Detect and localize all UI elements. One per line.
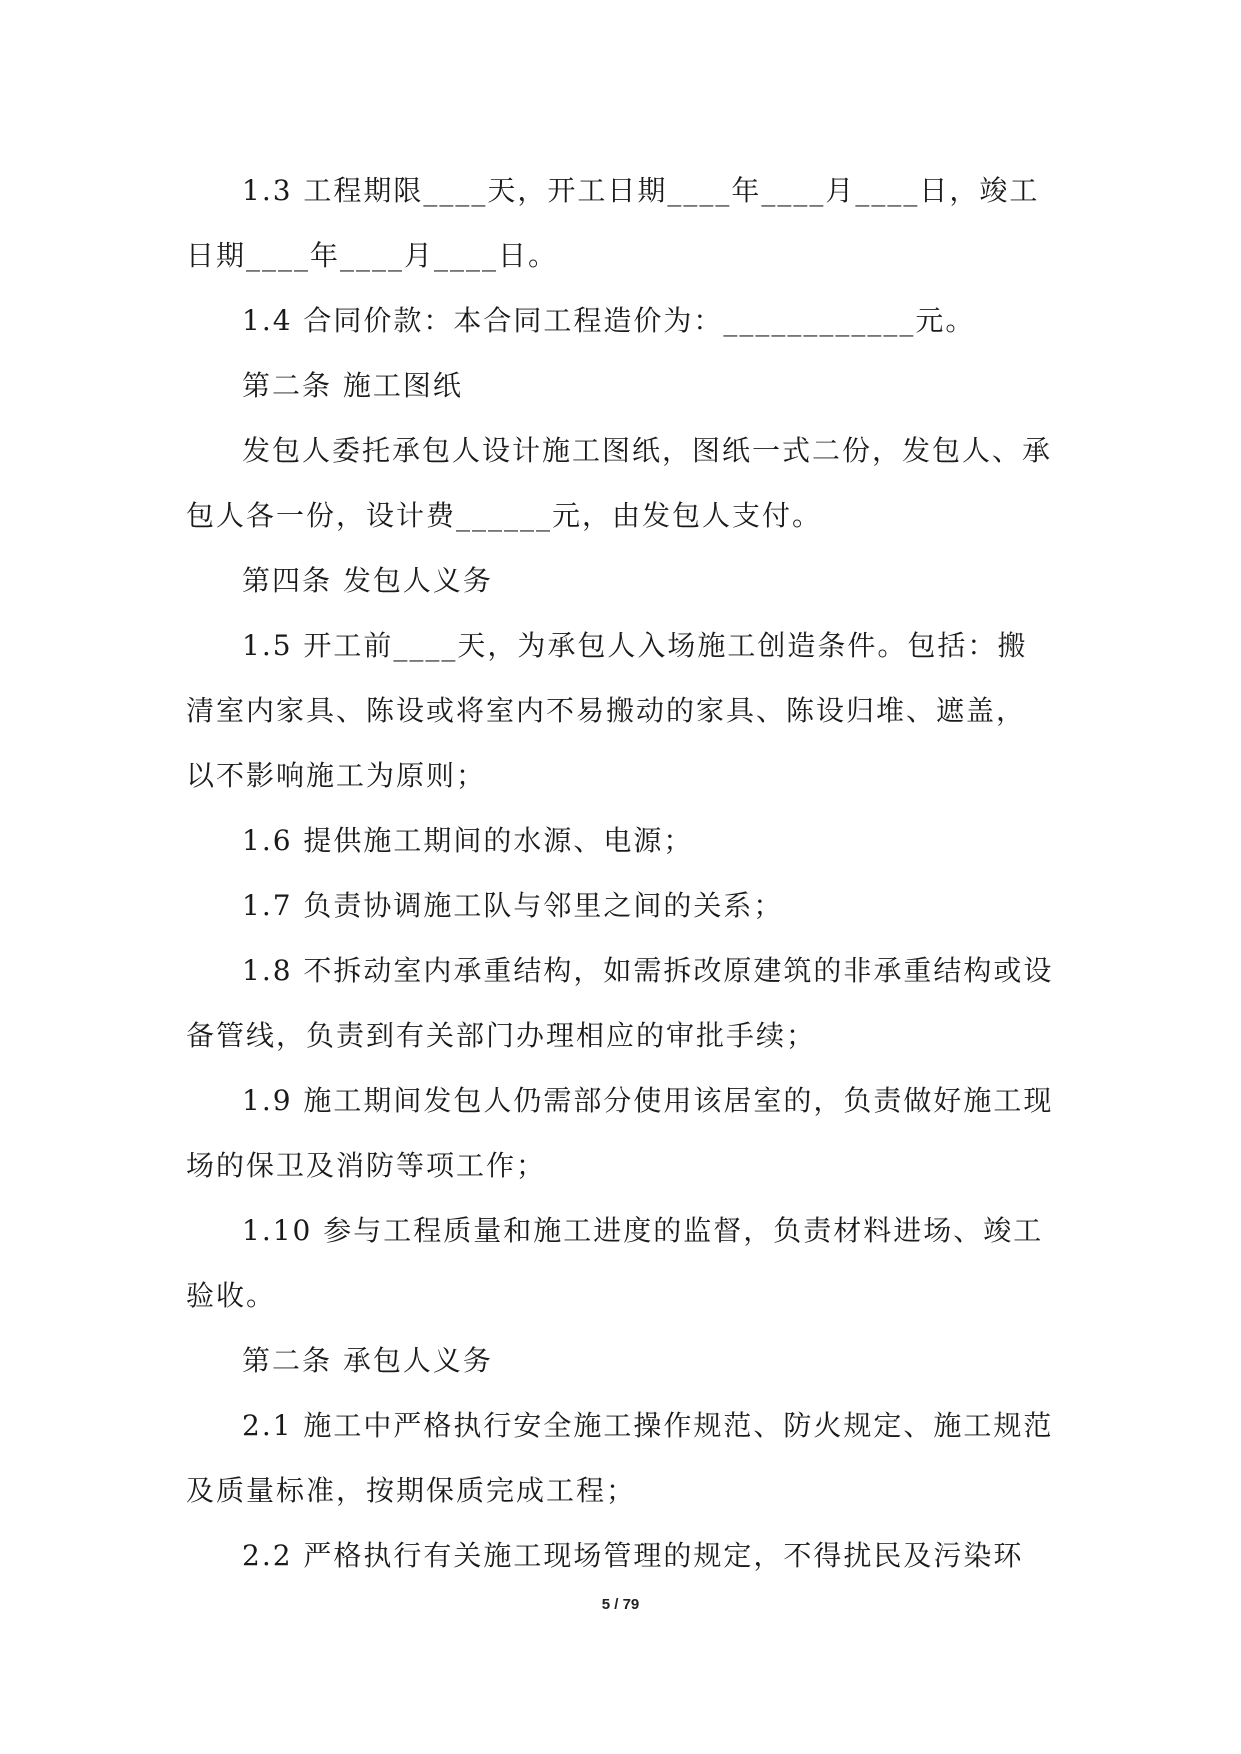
- paragraph-1-9-security: 1.9 施工期间发包人仍需部分使用该居室的，负责做好施工现场的保卫及消防等项工作；: [186, 1084, 1054, 1182]
- paragraph-1-3-duration: 1.3 工程期限____天，开工日期____年____月____日，竣工日期____年____月____日。: [186, 174, 1040, 272]
- paragraph-1-5-site-preparation: 1.5 开工前____天，为承包人入场施工创造条件。包括：搬清室内家具、陈设或将室内不易搬动的家具、陈设归堆、遮盖，以不影响施工为原则；: [186, 629, 1028, 792]
- heading-article-2-drawings: 第二条 施工图纸: [242, 369, 463, 402]
- heading-article-4-employer-duties: 第四条 发包人义务: [242, 564, 493, 597]
- heading-contractor-duties: 第二条 承包人义务: [242, 1344, 493, 1377]
- paragraph-2-2-site-management: 2.2 严格执行有关施工现场管理的规定，不得扰民及污染环: [242, 1539, 1024, 1572]
- paragraph-drawings-design: 发包人委托承包人设计施工图纸，图纸一式二份，发包人、承包人各一份，设计费______元，由发包人支付。: [186, 434, 1053, 532]
- paragraph-1-4-price: 1.4 合同价款：本合同工程造价为：____________元。: [242, 304, 976, 337]
- paragraph-2-1-safety: 2.1 施工中严格执行安全施工操作规范、防火规定、施工规范及质量标准，按期保质完成工程；: [186, 1409, 1054, 1507]
- page-number: 5 / 79: [601, 1596, 640, 1613]
- document-body: [186, 158, 1054, 1588]
- paragraph-1-10-supervision: 1.10 参与工程质量和施工进度的监督，负责材料进场、竣工验收。: [186, 1214, 1044, 1312]
- paragraph-1-6-utilities: 1.6 提供施工期间的水源、电源；: [242, 824, 694, 857]
- paragraph-1-8-structure: 1.8 不拆动室内承重结构，如需拆改原建筑的非承重结构或设备管线，负责到有关部门办理相应的审批手续；: [186, 954, 1054, 1052]
- paragraph-1-7-neighbors: 1.7 负责协调施工队与邻里之间的关系；: [242, 889, 784, 922]
